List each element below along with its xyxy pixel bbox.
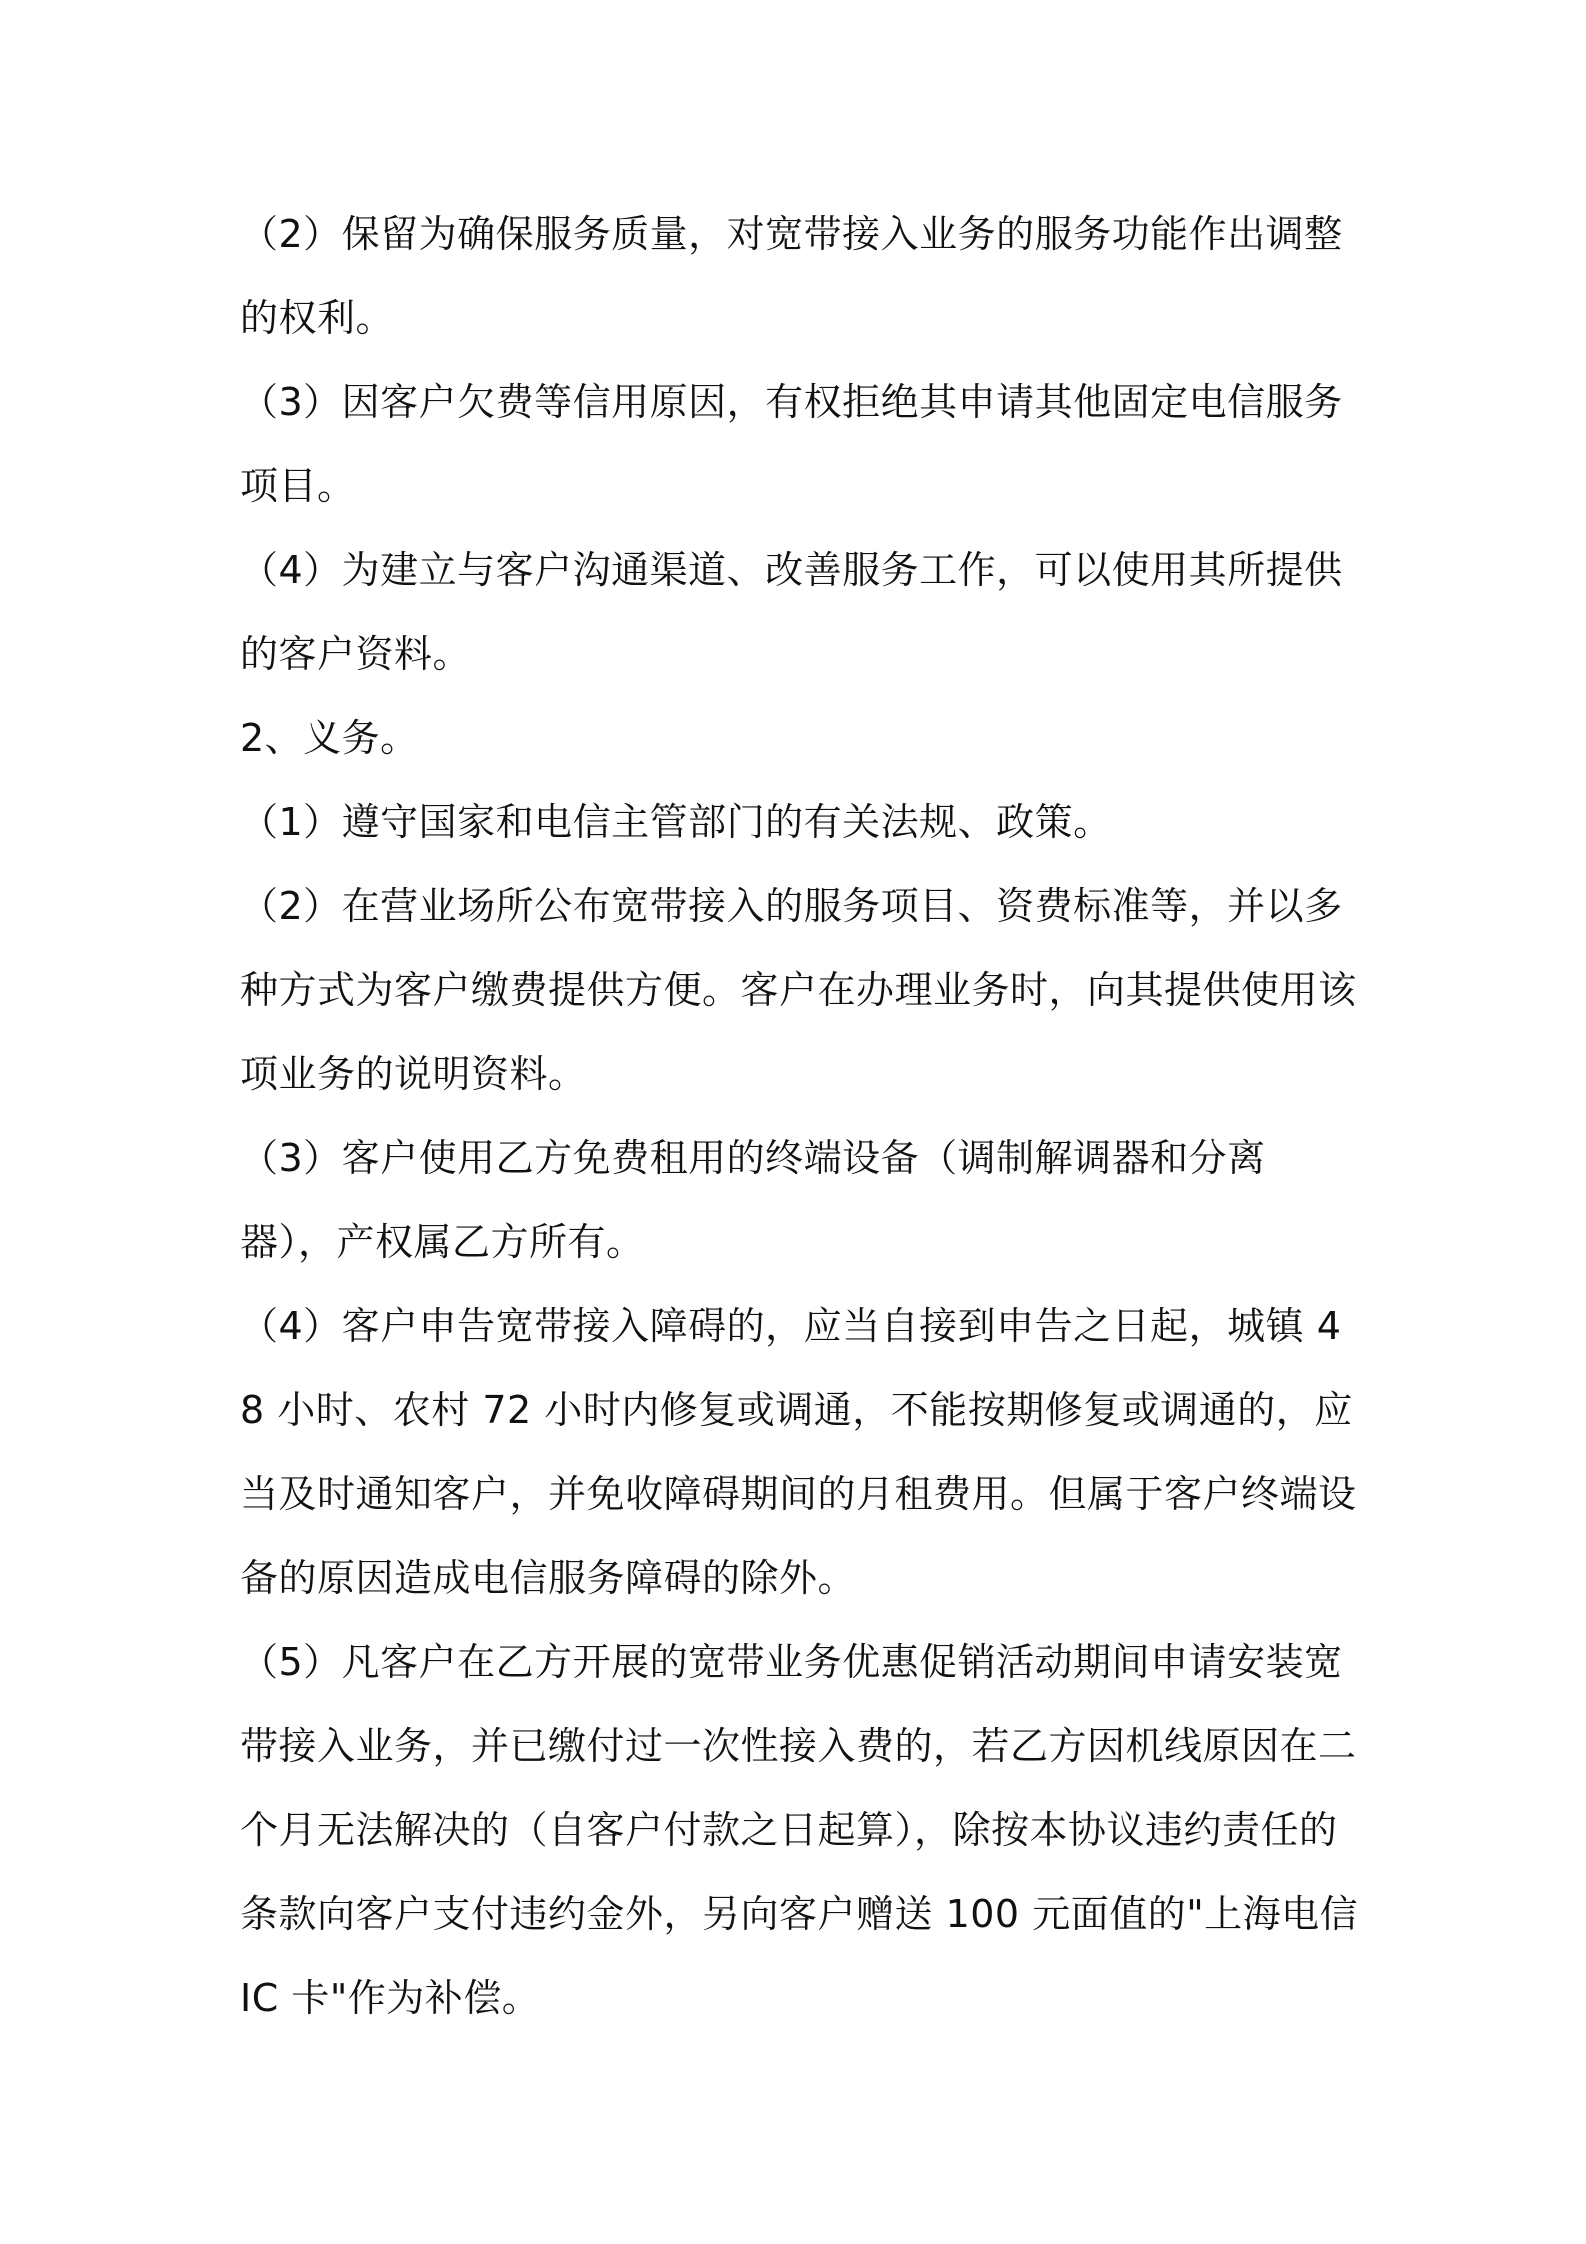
- paragraph-right-3: （3）因客户欠费等信用原因，有权拒绝其申请其他固定电信服务项目。: [240, 380, 1343, 508]
- paragraph-obligation-5: （5）凡客户在乙方开展的宽带业务优惠促销活动期间申请安装宽带接入业务，并已缴付过一次性接入费的，若乙方因机线原因在二个月无法解决的（自客户付款之日起算），除按本协议违约责任的条款向客户支付违约金外，另向客户赠送 100 元面值的"上海电信 IC 卡"作为补偿。: [240, 1640, 1359, 2020]
- paragraph-obligation-4: （4）客户申告宽带接入障碍的，应当自接到申告之日起，城镇 48 小时、农村 72 小时内修复或调通，不能按期修复或调通的，应当及时通知客户，并免收障碍期间的月租费用。但属于客户终端设备的原因造成电信服务障碍的除外。: [240, 1304, 1357, 1600]
- paragraph-right-4: （4）为建立与客户沟通渠道、改善服务工作，可以使用其所提供的客户资料。: [240, 548, 1343, 676]
- paragraph-obligation-1: （1）遵守国家和电信主管部门的有关法规、政策。: [240, 800, 1112, 844]
- paragraph-obligation-2: （2）在营业场所公布宽带接入的服务项目、资费标准等，并以多种方式为客户缴费提供方便。客户在办理业务时，向其提供使用该项业务的说明资料。: [240, 884, 1357, 1096]
- document-body: [240, 192, 1360, 2040]
- section-heading-obligations: 2、义务。: [240, 716, 419, 760]
- paragraph-obligation-3: （3）客户使用乙方免费租用的终端设备（调制解调器和分离器），产权属乙方所有。: [240, 1136, 1266, 1264]
- paragraph-right-2: （2）保留为确保服务质量，对宽带接入业务的服务功能作出调整的权利。: [240, 212, 1343, 340]
